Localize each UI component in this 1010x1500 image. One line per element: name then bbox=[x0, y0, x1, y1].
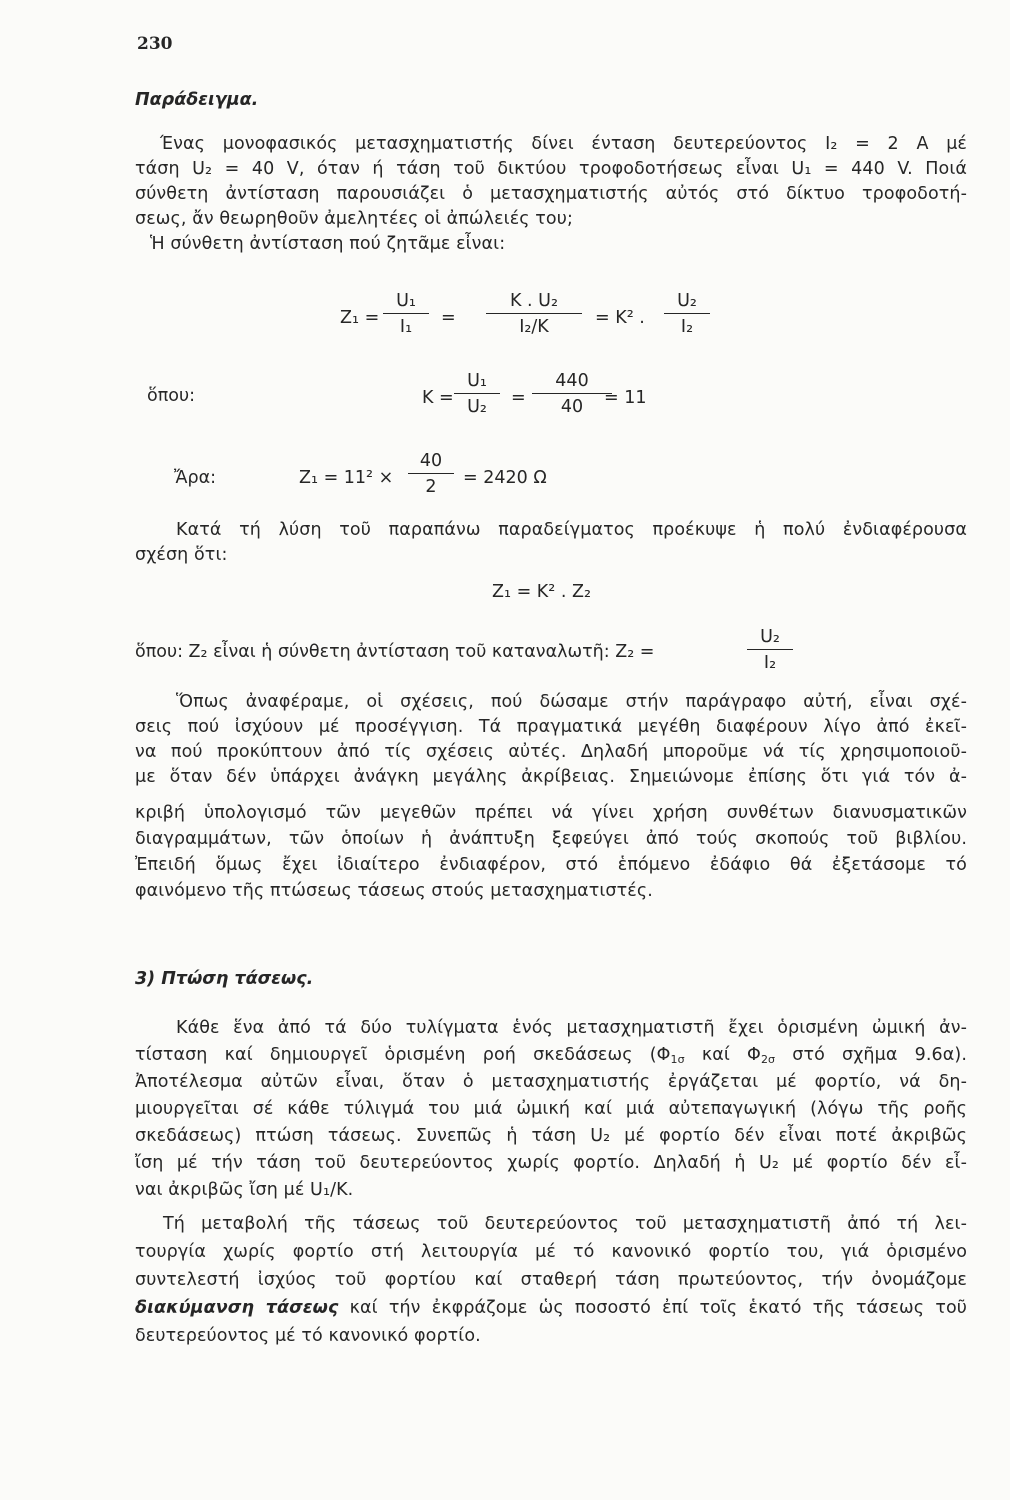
eq1-fraction-2 bbox=[486, 290, 582, 338]
eq3-result: = 2420 Ω bbox=[463, 468, 547, 488]
section3-para1-line: τίσταση καί δημιουργεῖ ὁρισμένη ροή σκεδάσεως ($\Phi_{1\sigma}$ καί $\Phi_{2\sigma}$ στό σχῆμα 9.6α). bbox=[135, 1045, 967, 1066]
eq4-relation: Z₁ = K² . Z₂ bbox=[492, 582, 591, 602]
eq1-equals-b: = K² . bbox=[595, 308, 645, 328]
result-line: Κατά τή λύση τοῦ παραπάνω παραδείγματος προέκυψε ἡ πολύ ἐνδιαφέρουσα bbox=[176, 520, 967, 540]
eq1-fraction-3-numerator: U₂ bbox=[664, 290, 710, 314]
section3-para1-line: μιουργεῖται σέ κάθε τύλιγμά του μιά ὠμική καί μιά αὐτεπαγωγική (λόγω τῆς ροῆς bbox=[135, 1099, 967, 1119]
section3-para1-line: Κάθε ἕνα ἀπό τά δύο τυλίγματα ἑνός μετασχηματιστῆ ἔχει ὁρισμένη ὠμική ἀν- bbox=[176, 1018, 967, 1038]
eq2-fraction-2 bbox=[532, 370, 612, 418]
eq1-fraction-3-denominator: I₂ bbox=[680, 317, 694, 337]
section3-para1-line: ναι ἀκριβῶς ἴση μέ U₁/K. bbox=[135, 1180, 354, 1200]
example-intro: Ἡ σύνθετη ἀντίσταση πού ζητᾶμε εἶναι: bbox=[150, 234, 506, 254]
z2-definition: ὅπου: Z₂ εἶναι ἡ σύνθετη ἀντίσταση τοῦ καταναλωτῆ: Z₂ = bbox=[135, 642, 655, 662]
section3-para2-line: δευτερεύοντος μέ τό κανονικό φορτίο. bbox=[135, 1326, 481, 1346]
section3-para1-line: Ἀποτέλεσμα αὐτῶν εἶναι, ὅταν ὁ μετασχηματιστής ἐργάζεται μέ φορτίο, νά δη- bbox=[135, 1072, 967, 1092]
approx-line: κριβή ὑπολογισμό τῶν μεγεθῶν πρέπει νά γίνει χρήση συνθέτων διανυσματικῶν bbox=[135, 803, 967, 823]
eq3-fraction-numerator: 40 bbox=[408, 450, 454, 474]
section3-para2-line4-rest: καί τήν ἐκφράζομε ὡς ποσοστό ἐπί τοῖς ἑκατό τῆς τάσεως τοῦ bbox=[338, 1298, 968, 1318]
eq1-fraction-2-numerator: K . U₂ bbox=[486, 290, 582, 314]
approx-line: διαγραμμάτων, τῶν ὁποίων ἡ ἀνάπτυξη ξεφεύγει ἀπό τούς σκοπούς τοῦ βιβλίου. bbox=[135, 829, 967, 849]
section3-para2-line: συντελεστή ἰσχύος τοῦ φορτίου καί σταθερή τάση πρωτεύοντος, τήν ὀνομάζομε bbox=[135, 1270, 967, 1290]
eq3-lhs: Z₁ = 11² × bbox=[299, 468, 394, 488]
section-3-heading: 3) Πτώση τάσεως. bbox=[135, 969, 314, 989]
eq2-lhs: K = bbox=[422, 388, 454, 408]
eq2-fraction-1 bbox=[454, 370, 500, 418]
approx-line: να πού προκύπτουν ἀπό τίς σχέσεις αὐτές. Δηλαδή μποροῦμε νά τίς χρησιμοποιοῦ- bbox=[135, 742, 967, 762]
section3-para2-line: Τή μεταβολή τῆς τάσεως τοῦ δευτερεύοντος τοῦ μετασχηματιστῆ ἀπό τή λει- bbox=[163, 1214, 967, 1234]
approx-line: με ὅταν δέν ὑπάρχει ἀνάγκη μεγάλης ἀκρίβειας. Σημειώνομε ἐπίσης ὅτι γιά τόν ἀ- bbox=[135, 767, 967, 787]
approx-line: Ὅπως ἀναφέραμε, οἱ σχέσεις, πού δώσαμε στήν παράγραφο αὐτή, εἶναι σχέ- bbox=[176, 692, 967, 712]
eq2-fraction-1-numerator: U₁ bbox=[454, 370, 500, 394]
therefore-label: Ἄρα: bbox=[174, 468, 216, 488]
result-line: σχέση ὅτι: bbox=[135, 545, 228, 565]
eq2-equals: = bbox=[511, 388, 526, 408]
eq1-fraction-1-denominator: I₁ bbox=[399, 317, 413, 337]
eq1-lhs: Z₁ = bbox=[340, 308, 380, 328]
eq3-fraction-denominator: 2 bbox=[425, 477, 437, 497]
example-problem-line: τάση U₂ = 40 V, όταν ή τάση τοῦ δικτύου τροφοδοτήσεως εἶναι U₁ = 440 V. Ποιά bbox=[135, 159, 967, 179]
eq2-result: = 11 bbox=[604, 388, 647, 408]
approx-line: φαινόμενο τῆς πτώσεως τάσεως στούς μετασχηματιστές. bbox=[135, 881, 653, 901]
where-label: ὅπου: bbox=[147, 386, 195, 406]
eq2-fraction-2-denominator: 40 bbox=[560, 397, 584, 417]
eq1-fraction-3 bbox=[664, 290, 710, 338]
z2-fraction-numerator: U₂ bbox=[747, 626, 793, 650]
eq1-equals-a: = bbox=[441, 308, 456, 328]
eq3-fraction bbox=[408, 450, 454, 498]
z2-fraction bbox=[747, 626, 793, 674]
approx-line: σεις πού ἰσχύουν μέ προσέγγιση. Τά πραγματικά μεγέθη διαφέρουν λίγο ἀπό ἐκεῖ- bbox=[135, 717, 967, 737]
section3-para2-line bbox=[135, 1296, 967, 1321]
eq2-fraction-2-numerator: 440 bbox=[532, 370, 612, 394]
page-number: 230 bbox=[137, 34, 173, 54]
section3-para1-line: ἴση μέ τήν τάση τοῦ δευτερεύοντος χωρίς φορτίο. Δηλαδή ἡ U₂ μέ φορτίο δέν εἶ- bbox=[135, 1153, 967, 1173]
eq1-fraction-1 bbox=[383, 290, 429, 338]
example-problem-line: σεως, ἄν θεωρηθοῦν ἀμελητέες οἱ ἀπώλειές του; bbox=[135, 209, 573, 229]
defined-term: διακύμανση τάσεως bbox=[135, 1298, 339, 1318]
section3-para1-line: σκεδάσεως) πτώση τάσεως. Συνεπῶς ἡ τάση U₂ μέ φορτίο δέν εἶναι ποτέ ἀκριβῶς bbox=[135, 1126, 967, 1146]
eq1-fraction-1-numerator: U₁ bbox=[383, 290, 429, 314]
eq2-fraction-1-denominator: U₂ bbox=[467, 397, 487, 417]
approx-line: Ἐπειδή ὅμως ἔχει ἰδιαίτερο ἐνδιαφέρον, στό ἑπόμενο ἐδάφιο θά ἐξετάσομε τό bbox=[135, 855, 967, 875]
example-heading: Παράδειγμα. bbox=[135, 90, 259, 110]
example-problem-line: σύνθετη ἀντίσταση παρουσιάζει ὁ μετασχηματιστής αὐτός στό δίκτυο τροφοδοτή- bbox=[135, 184, 967, 204]
z2-fraction-denominator: I₂ bbox=[763, 653, 777, 673]
example-problem-line: Ένας μονοφασικός μετασχηματιστής δίνει ένταση δευτερεύοντος I₂ = 2 A μέ bbox=[160, 134, 967, 154]
section3-para2-line: τουργία χωρίς φορτίο στή λειτουργία μέ τό κανονικό φορτίο του, γιά ὁρισμένο bbox=[135, 1242, 967, 1262]
eq1-fraction-2-denominator: I₂/K bbox=[519, 317, 549, 337]
